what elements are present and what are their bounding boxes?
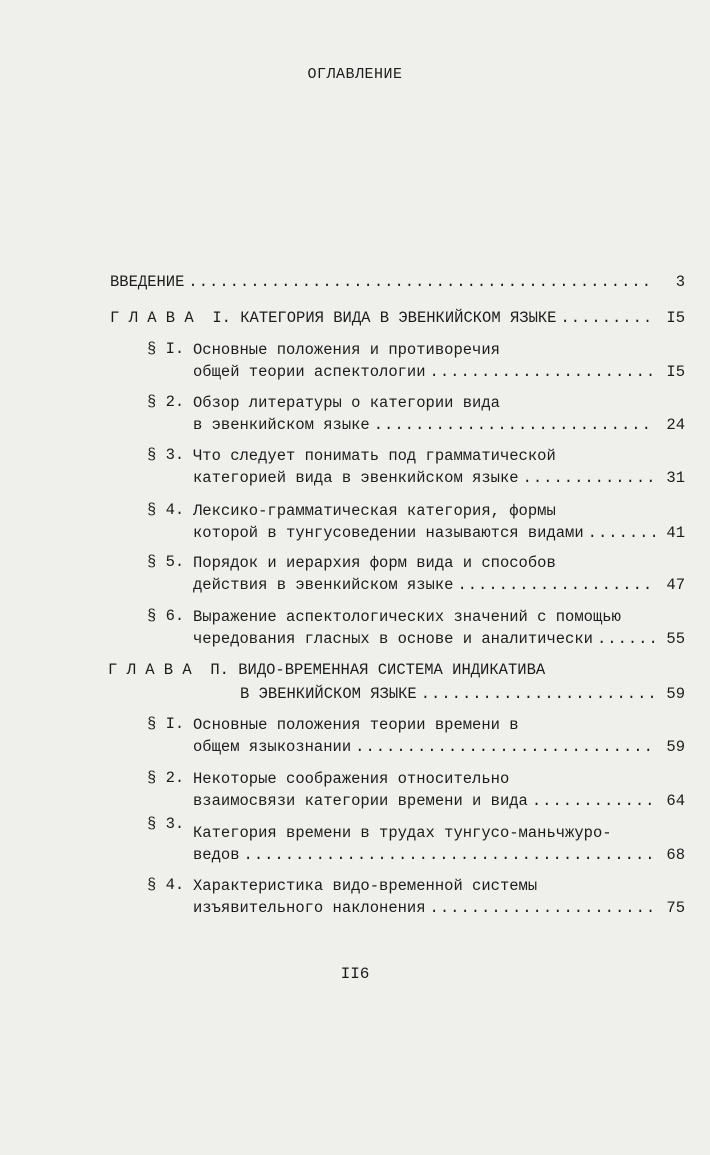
toc-entry-chapter-2 xyxy=(108,660,685,704)
toc-page-number: 55 xyxy=(666,630,685,648)
section-number: § 3. xyxy=(147,815,185,833)
dot-leader xyxy=(430,898,655,918)
toc-page-number: 64 xyxy=(666,792,685,810)
dot-leader xyxy=(523,468,655,488)
section-title-line: Некоторые соображения относительно xyxy=(193,770,510,788)
page-number: II6 xyxy=(340,965,370,983)
toc-page-number: 41 xyxy=(666,524,685,542)
toc-section-2-3 xyxy=(193,823,685,865)
section-number: § I. xyxy=(147,715,185,733)
section-number: § 5. xyxy=(147,553,185,571)
toc-entry-intro xyxy=(110,272,685,292)
toc-page-number: 75 xyxy=(666,899,685,917)
toc-page-number: I5 xyxy=(666,309,685,327)
section-number: § 2. xyxy=(147,393,185,411)
toc-page-number: 24 xyxy=(666,416,685,434)
toc-page-number: I5 xyxy=(666,363,685,381)
chapter-title: Г Л А В А I. КАТЕГОРИЯ ВИДА В ЭВЕНКИЙСКОМ ЯЗЫКЕ xyxy=(110,309,557,327)
section-title-line: общей теории аспектологии xyxy=(193,363,426,381)
dot-leader xyxy=(588,523,655,543)
toc-section-1-3 xyxy=(193,446,685,488)
section-number: § 6. xyxy=(147,607,185,625)
toc-section-1-4 xyxy=(193,501,685,543)
dot-leader xyxy=(430,362,655,382)
toc-section-1-1 xyxy=(193,340,685,382)
toc-section-1-6 xyxy=(193,607,685,649)
toc-page-number: 47 xyxy=(666,576,685,594)
section-title-line: Основные положения и противоречия xyxy=(193,341,500,359)
toc-section-2-2 xyxy=(193,769,685,811)
section-title-line: Порядок и иерархия форм вида и способов xyxy=(193,554,556,572)
section-title-line: общем языкознании xyxy=(193,738,352,756)
section-number: § 3. xyxy=(147,446,185,464)
section-title-line: ведов xyxy=(193,846,240,864)
toc-section-1-5 xyxy=(193,553,685,595)
section-title-line: в эвенкийском языке xyxy=(193,416,370,434)
section-title-line: Характеристика видо-временной системы xyxy=(193,877,538,895)
section-title-line: чередования гласных в основе и аналитически xyxy=(193,630,593,648)
toc-section-2-1 xyxy=(193,715,685,757)
dot-leader xyxy=(421,684,655,704)
section-title-line: изъявительного наклонения xyxy=(193,899,426,917)
dot-leader xyxy=(355,737,655,757)
section-number: § 4. xyxy=(147,501,185,519)
toc-entry-chapter-1 xyxy=(110,308,685,328)
toc-page-number: 3 xyxy=(675,273,685,291)
toc-page-number: 59 xyxy=(666,685,685,703)
section-title-line: Лексико-грамматическая категория, формы xyxy=(193,502,556,520)
section-title-line: Выражение аспектологических значений с помощью xyxy=(193,608,621,626)
section-number: § I. xyxy=(147,340,185,358)
toc-entry-label: ВВЕДЕНИЕ xyxy=(110,273,185,291)
toc-page-number: 68 xyxy=(666,846,685,864)
dot-leader xyxy=(244,845,655,865)
dot-leader xyxy=(457,575,655,595)
section-title-line: Основные положения теории времени в xyxy=(193,716,519,734)
toc-section-2-4 xyxy=(193,876,685,918)
section-title-line: категорией вида в эвенкийском языке xyxy=(193,469,519,487)
chapter-title-line: В ЭВЕНКИЙСКОМ ЯЗЫКЕ xyxy=(240,685,417,703)
dot-leader xyxy=(560,308,655,328)
toc-page-number: 59 xyxy=(666,738,685,756)
section-number: § 2. xyxy=(147,769,185,787)
dot-leader xyxy=(532,791,655,811)
toc-page-number: 31 xyxy=(666,469,685,487)
page-title: ОГЛАВЛЕНИЕ xyxy=(307,66,403,83)
section-title-line: которой в тунгусоведении называются видами xyxy=(193,524,584,542)
section-title-line: взаимосвязи категории времени и вида xyxy=(193,792,528,810)
section-title-line: действия в эвенкийском языке xyxy=(193,576,454,594)
dot-leader xyxy=(188,272,655,292)
chapter-title-line: Г Л А В А П. ВИДО-ВРЕМЕННАЯ СИСТЕМА ИНДИКАТИВА xyxy=(108,661,546,679)
dot-leader xyxy=(374,415,655,435)
section-number: § 4. xyxy=(147,876,185,894)
toc-section-1-2 xyxy=(193,393,685,435)
section-title-line: Обзор литературы о категории вида xyxy=(193,394,500,412)
section-title-line: Категория времени в трудах тунгусо-маньчжуро- xyxy=(193,824,612,842)
dot-leader xyxy=(597,629,655,649)
section-title-line: Что следует понимать под грамматической xyxy=(193,447,556,465)
